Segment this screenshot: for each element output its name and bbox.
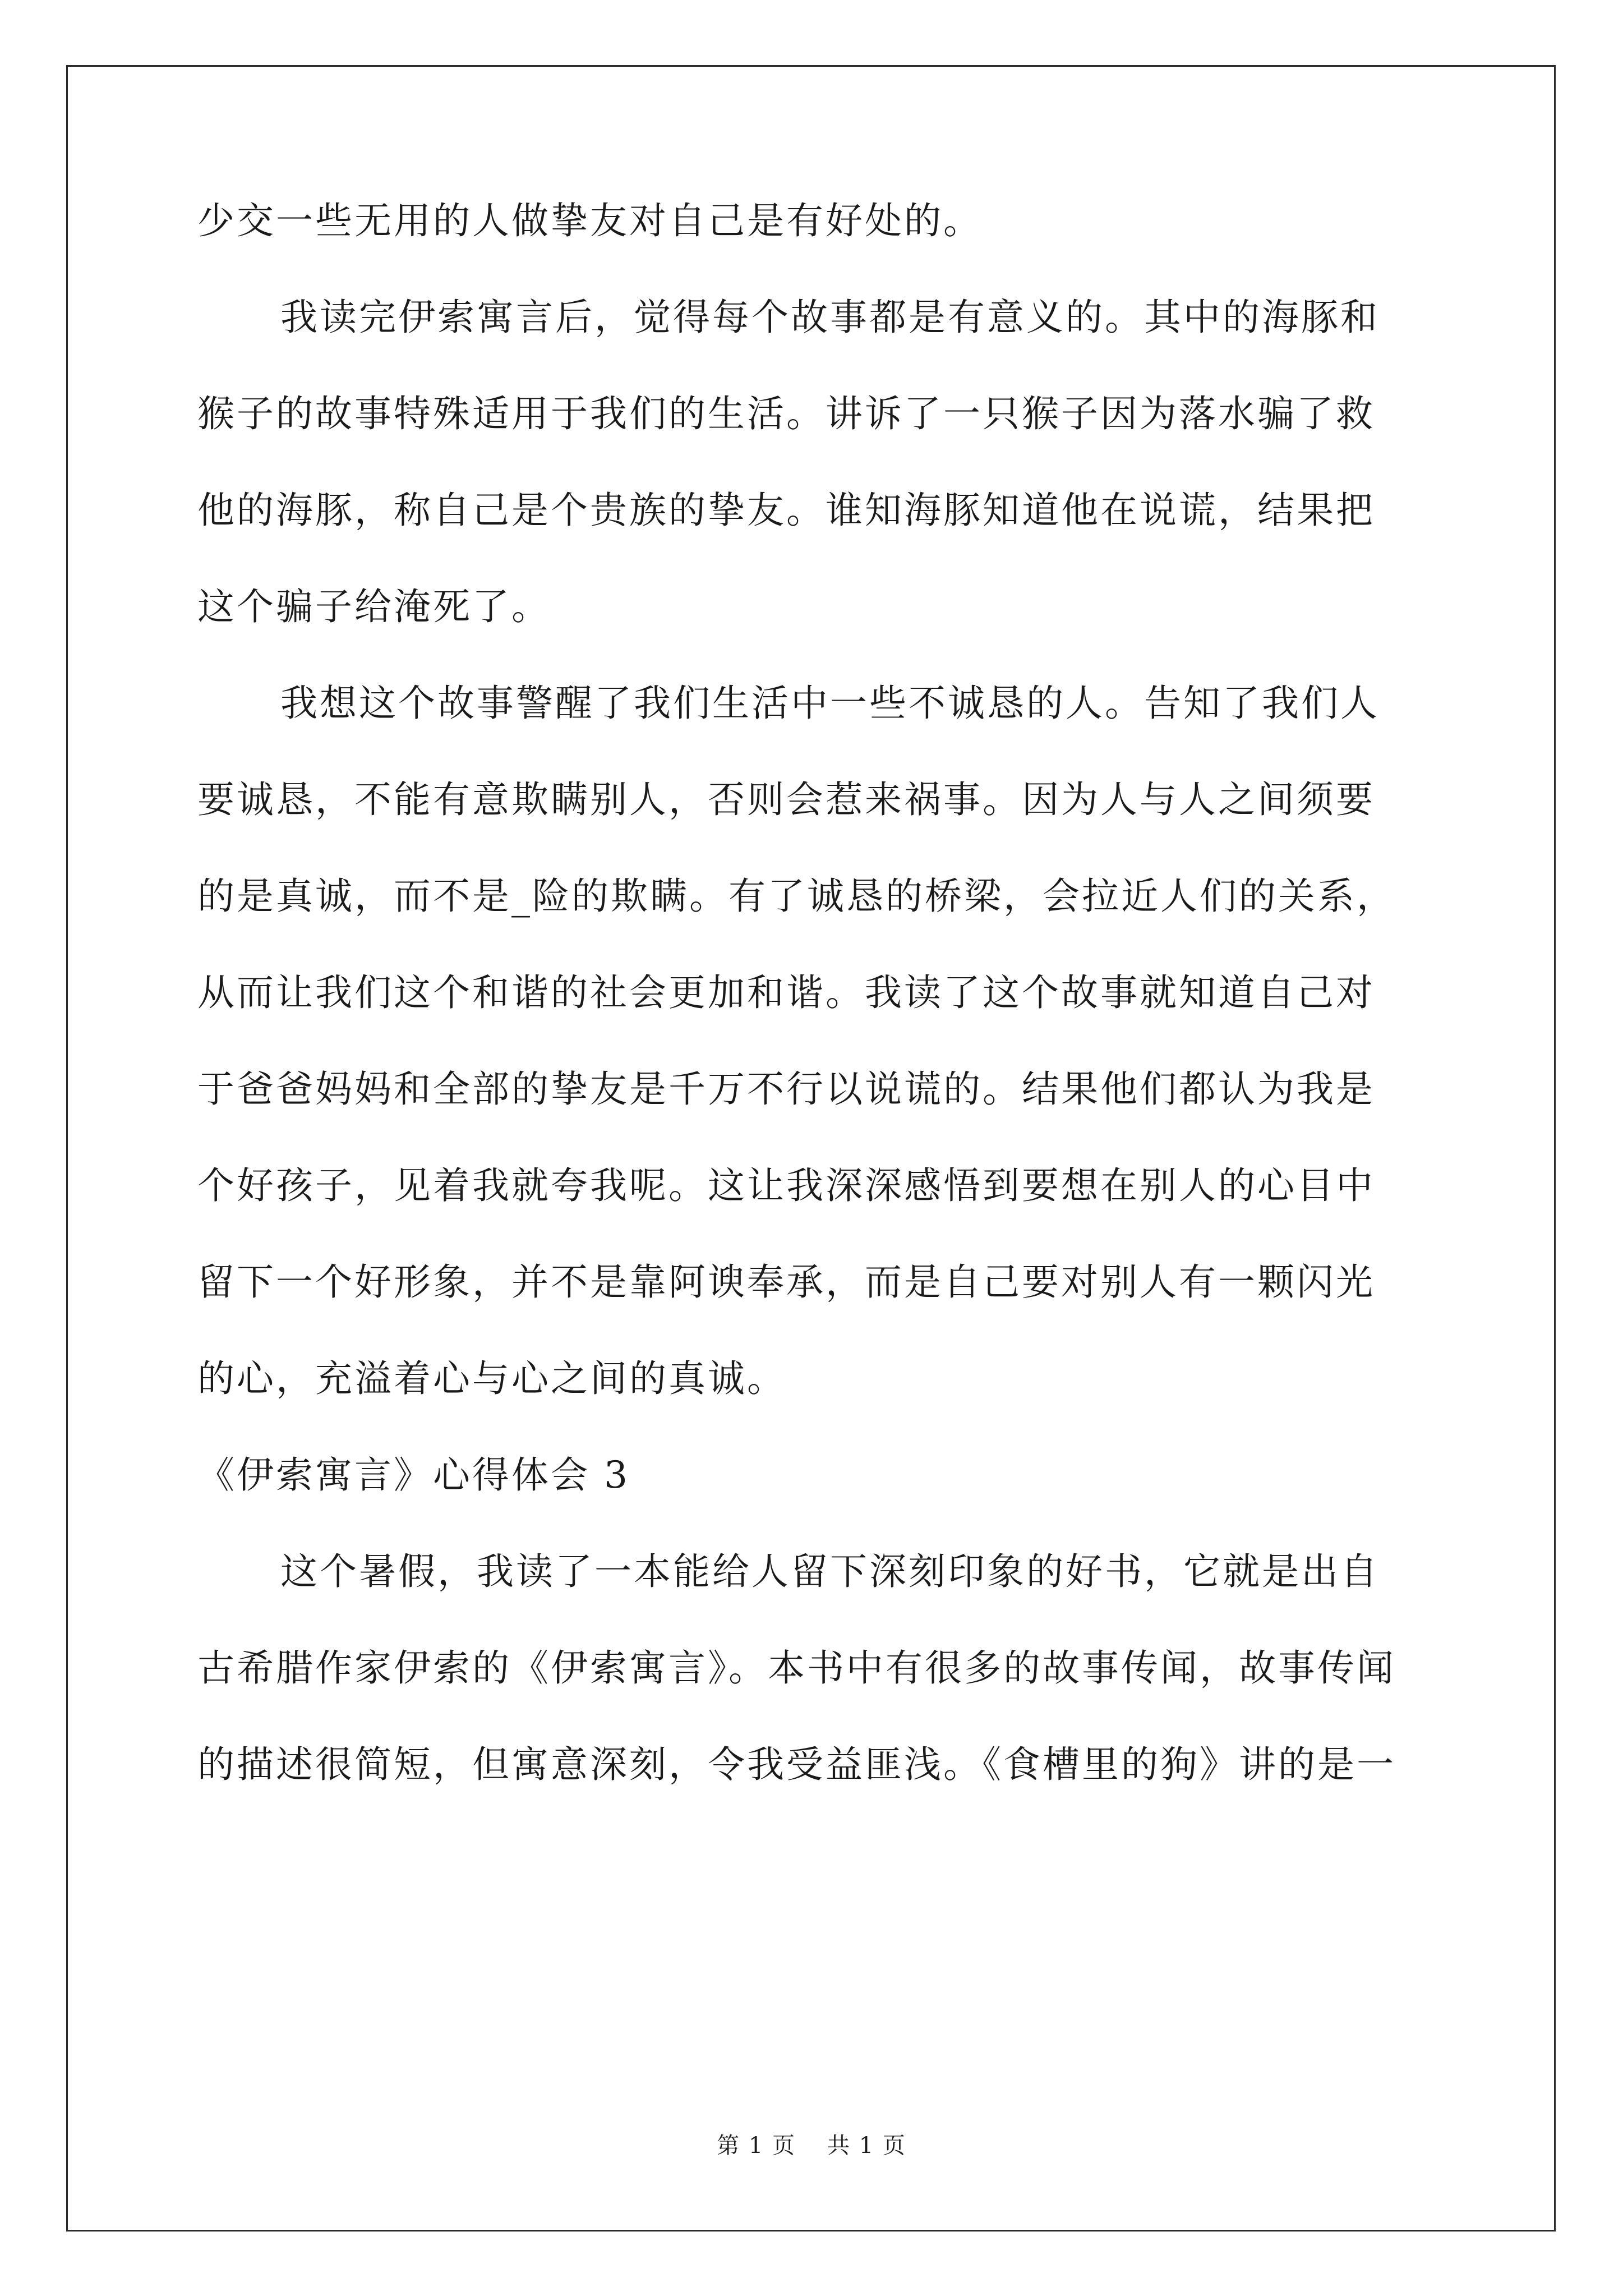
text-line: 从而让我们这个和谐的社会更加和谐。我读了这个故事就知道自己对 (197, 971, 1375, 1014)
text-line: 猴子的故事特殊适用于我们的生活。讲诉了一只猴子因为落水骗了救 (197, 392, 1375, 435)
text-line: 的是真诚，而不是_险的欺瞒。有了诚恳的桥梁，会拉近人们的关系， (197, 875, 1396, 918)
document-body (197, 196, 1426, 1837)
text-line: 个好孩子，见着我就夸我呢。这让我深深感悟到要想在别人的心目中 (197, 1164, 1375, 1207)
page-total: 共 1 页 (827, 2133, 906, 2159)
text-line: 留下一个好形象，并不是靠阿谀奉承，而是自己要对别人有一颗闪光 (197, 1260, 1375, 1304)
text-line: 我想这个故事警醒了我们生活中一些不诚恳的人。告知了我们人 (280, 682, 1380, 725)
page-number: 第 1 页 (717, 2133, 796, 2159)
text-line: 这个暑假，我读了一本能给人留下深刻印象的好书，它就是出自 (280, 1550, 1380, 1593)
text-line: 于爸爸妈妈和全部的挚友是千万不行以说谎的。结果他们都认为我是 (197, 1068, 1375, 1111)
section-heading: 《伊索寓言》心得体会 3 (197, 1453, 630, 1497)
page-footer (0, 2132, 1623, 2160)
text-line: 古希腊作家伊索的《伊索寓言》。本书中有很多的故事传闻，故事传闻 (197, 1646, 1396, 1690)
text-line: 这个骗子给淹死了。 (197, 585, 551, 628)
text-line: 少交一些无用的人做挚友对自己是有好处的。 (197, 199, 983, 242)
text-line: 的描述很简短，但寓意深刻，令我受益匪浅。《食槽里的狗》讲的是一 (197, 1743, 1396, 1786)
text-line: 要诚恳，不能有意欺瞒别人，否则会惹来祸事。因为人与人之间须要 (197, 778, 1375, 821)
text-line: 的心，充溢着心与心之间的真诚。 (197, 1357, 786, 1400)
text-line: 他的海豚，称自己是个贵族的挚友。谁知海豚知道他在说谎，结果把 (197, 489, 1375, 532)
text-line: 我读完伊索寓言后，觉得每个故事都是有意义的。其中的海豚和 (280, 296, 1380, 339)
